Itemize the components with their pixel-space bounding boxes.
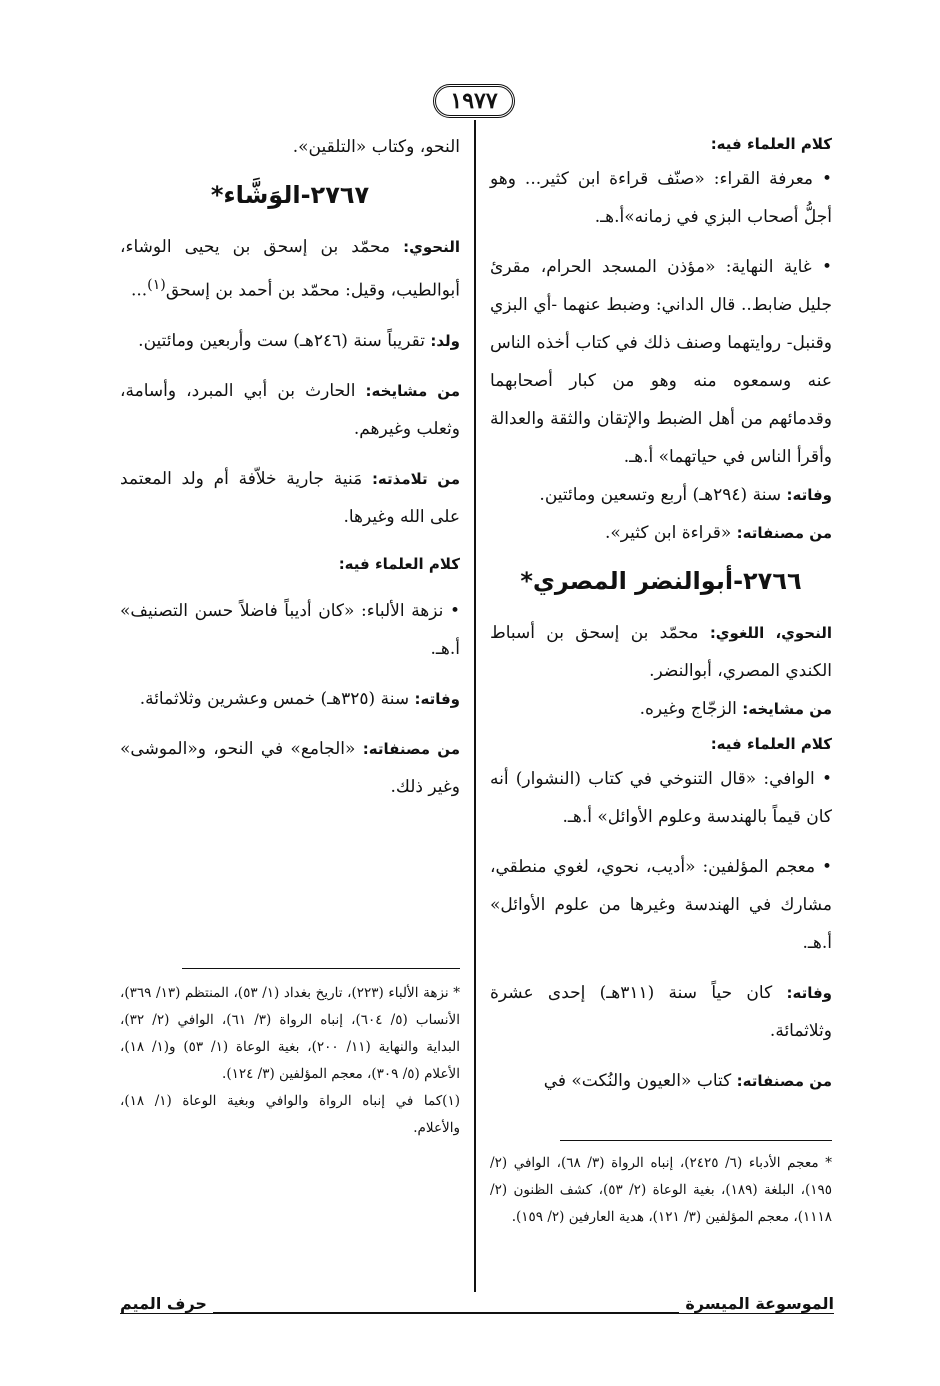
left-column: [120, 128, 460, 806]
teachers-line: [120, 372, 460, 448]
death-line: [490, 974, 832, 1050]
quote-paragraph: • الوافي: «قال التنوخي في كتاب (النشوار) أنه كان قيماً بالهندسة وعلوم الأوائل» أ.هـ.: [490, 769, 832, 827]
death-text: سنة (٣٢٥هـ) خمس وعشرين وثلاثمائة.: [139, 688, 415, 709]
teachers-line: [490, 690, 832, 728]
column-divider: [474, 120, 476, 1292]
death-label: وفاته:: [786, 486, 832, 504]
description-text: محمّد بن إسحق بن أسباط الكندي المصري، أبوالنضر.: [490, 623, 832, 681]
works-label: من مصنفاته:: [736, 524, 832, 542]
scholars-heading: كلام العلماء فيه:: [338, 554, 460, 573]
teachers-label: من مشايخه:: [365, 381, 460, 400]
description-line: [120, 228, 460, 310]
works-line: [490, 514, 832, 552]
footnote-ref: (١): [147, 277, 166, 293]
death-label: وفاته:: [414, 689, 460, 708]
quote-paragraph: • معجم المؤلفين: «أديب، نحوي، لغوي منطقي، مشارك في الهندسة وغيرها من علوم الأوائل» أ.هـ.: [490, 857, 832, 953]
page-number-frame: ١٩٧٧: [433, 84, 514, 118]
footnote: * معجم الأدباء (٦/ ٢٤٢٥)، إنباه الرواة (٣/ ٦٨)، الوافي (٢/ ١٩٥)، البلغة (١٨٩)، بغية الوعاة (٢/ ٥٣)، كشف الظنون (٢/ ١١١٨)، معجم المؤلفين (٣/ ١٢١)، هدية العارفين (٢/ ١٥٩).: [490, 1155, 832, 1225]
students-text: مَنية جارية خلاّفة أم ولد المعتمد على الله وغيرها.: [120, 468, 460, 527]
students-line: [120, 460, 460, 536]
birth-label: ولد:: [430, 331, 460, 350]
description-tail: ...: [130, 280, 148, 301]
footnote: * نزهة الألباء (٢٢٣)، تاريخ بغداد (١/ ٥٣)، المنتظم (١٣/ ٣٦٩)، الأنساب (٥/ ٦٠٤)، إنباه الرواة (٣/ ٦١)، الوافي (٢/ ٣٢)، البداية والنهاية (١١/ ٢٠٠)، بغية الوعاة (١/ ٥٣) و(١/ ١٨)، الأعلام (٥/ ٣٠٩)، معجم المؤلفين (٣/ ١٢٤).: [120, 985, 461, 1082]
death-text: سنة (٢٩٤هـ) أربع وتسعين ومائتين.: [539, 485, 787, 505]
death-text: كان حياً سنة (٣١١هـ) إحدى عشرة وثلاثمائة.: [490, 983, 832, 1041]
works-text: كتاب «العيون والنُكت» في: [543, 1071, 737, 1091]
works-label: من مصنفاته:: [736, 1072, 832, 1090]
footnote-rule: [560, 1140, 832, 1141]
description-label: النحوي، اللغوي:: [709, 624, 833, 642]
works-text: «الجامع» في النحو، و«الموشى» وغير ذلك.: [120, 738, 460, 797]
teachers-text: الحارث بن أبي المبرد، وأسامة، وثعلب وغيرهم.: [120, 380, 460, 439]
works-line: [120, 730, 460, 806]
quote-paragraph: • غاية النهاية: «مؤذن المسجد الحرام، مقرئ جليل ضابط.. قال الداني: وضبط عنهما -أي البزي وقنبل- روايتهما وصنف ذلك في كتاب أخذه الناس عنه وسمعوه منه وهو من كبار أصحابهما وقدمائهم من أهل الضبط والإتقان والثقة والعدالة وأقرأ الناس في حياتهما» أ.هـ.: [490, 257, 832, 467]
teachers-label: من مشايخه:: [742, 700, 832, 718]
right-column: [490, 128, 832, 1100]
footnote: (١)كما في إنباه الرواة والوافي وبغية الوعاة (١/ ١٨)، والأعلام.: [120, 1093, 460, 1136]
works-text: «قراءة ابن كثير».: [604, 523, 737, 543]
birth-text: تقريباً سنة (٢٤٦هـ) ست وأربعين ومائتين.: [138, 330, 431, 351]
chapter-title: حرف الميم: [120, 1294, 213, 1313]
description-line: [490, 614, 832, 690]
entry-title: ٢٧٦٦-أبوالنضر المصري*: [520, 567, 802, 595]
continuation-line: النحو، وكتاب «التلقين».: [292, 137, 460, 157]
quote-paragraph: • نزهة الألباء: «كان أديباً فاضلاً حسن التصنيف» أ.هـ.: [120, 600, 460, 659]
description-label: النحوي:: [403, 238, 460, 256]
works-line: [490, 1062, 832, 1100]
entry-title: ٢٧٦٧-الوَشَّاء*: [210, 181, 370, 209]
footnote-rule: [182, 968, 460, 969]
right-footnotes: [490, 1150, 832, 1231]
works-label: من مصنفاته:: [362, 739, 461, 758]
death-line: [490, 476, 832, 514]
quote-paragraph: • معرفة القراء: «صنّف قراءة ابن كثير... وهو أجلُّ أصحاب البزي في زمانه»أ.هـ.: [490, 169, 832, 227]
page-number: [424, 84, 524, 118]
death-label: وفاته:: [786, 984, 832, 1002]
scholars-heading: كلام العلماء فيه:: [710, 735, 832, 753]
scholars-heading: كلام العلماء فيه:: [710, 135, 832, 153]
students-label: من تلامذته:: [371, 469, 460, 488]
book-title: الموسوعة الميسرة: [679, 1294, 834, 1313]
teachers-text: الزجّاج وغيره.: [639, 699, 743, 719]
left-footnotes: [120, 980, 460, 1142]
description-text: محمّد بن إسحق بن يحيى الوشاء، أبوالطيب، وقيل: محمّد بن أحمد بن إسحق: [120, 237, 460, 301]
death-line: [120, 680, 460, 718]
birth-line: [120, 322, 460, 360]
